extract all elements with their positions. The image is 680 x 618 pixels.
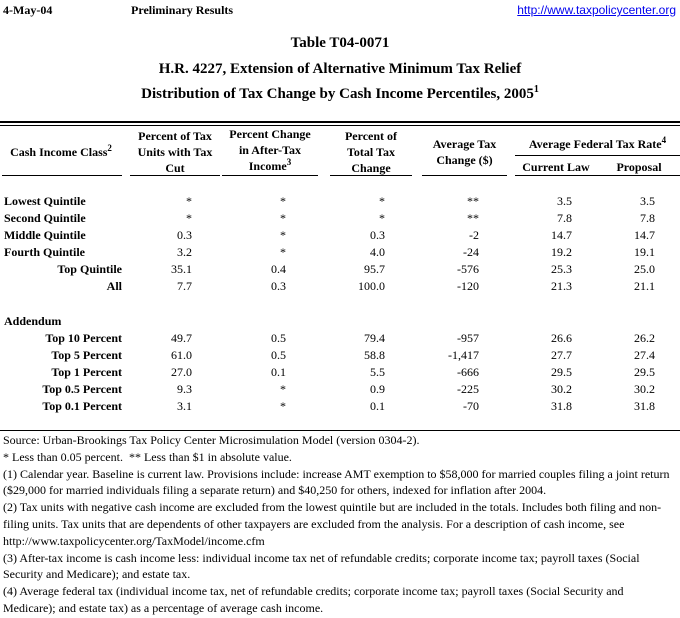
cell-units-cut: 9.3 bbox=[177, 382, 192, 396]
col-header-line: Total Tax bbox=[347, 145, 395, 159]
cell-current: 29.5 bbox=[551, 365, 572, 379]
col-header-avg-tax-change bbox=[422, 136, 507, 168]
col-header-line: Change ($) bbox=[436, 153, 493, 167]
footnote-source: Source: Urban-Brookings Tax Policy Center Microsimulation Model (version 0304-2). bbox=[3, 433, 420, 447]
cell-units-cut: * bbox=[186, 211, 192, 225]
cell-total-change: 100.0 bbox=[358, 279, 385, 293]
col-header-avg-fed-tax-rate bbox=[515, 136, 680, 152]
cell-proposal: 25.0 bbox=[634, 262, 655, 276]
cell-total-change: 95.7 bbox=[364, 262, 385, 276]
row-label: Middle Quintile bbox=[4, 228, 86, 242]
cell-avg-change: -24 bbox=[463, 245, 479, 259]
footnote-symbols: * Less than 0.05 percent. ** Less than $1 in absolute value. bbox=[3, 449, 292, 464]
subtitle-text: Distribution of Tax Change by Cash Income Percentiles, 2005 bbox=[141, 86, 534, 102]
footnote-ref-2: 2 bbox=[107, 143, 112, 153]
col-header-line: Cut bbox=[165, 161, 185, 175]
col-rule-aftertax bbox=[222, 175, 318, 176]
col-rule-avg-rate bbox=[515, 175, 680, 176]
footnote-ref-1: 1 bbox=[533, 84, 539, 95]
cell-current: 30.2 bbox=[551, 382, 572, 396]
table-bill-title: H.R. 4227, Extension of Alternative Minimum Tax Relief bbox=[158, 61, 522, 77]
col-header-line: Percent of bbox=[344, 129, 398, 143]
row-label: Top Quintile bbox=[57, 262, 122, 276]
cell-current: 27.7 bbox=[551, 348, 572, 362]
cell-proposal: 27.4 bbox=[634, 348, 655, 362]
footnote-ref-4: 4 bbox=[661, 135, 667, 145]
tpc-website-link[interactable]: http://www.taxpolicycenter.org bbox=[517, 3, 676, 17]
cell-units-cut: 61.0 bbox=[171, 348, 192, 362]
cell-proposal: 21.1 bbox=[634, 279, 655, 293]
cell-current: 14.7 bbox=[551, 228, 572, 242]
col-header-line: Percent Change bbox=[229, 127, 311, 141]
cell-total-change: 58.8 bbox=[364, 348, 385, 362]
col-header-current-law: Current Law bbox=[522, 160, 590, 174]
cell-aftertax: * bbox=[280, 382, 286, 396]
footnote-4: (4) Average federal tax (individual income tax, net of refundable credits; corporate income tax; payroll taxes (Social Security and Medicare); and estate tax) as a percentage of average cash income. bbox=[3, 584, 624, 615]
cell-avg-change: ** bbox=[467, 194, 479, 208]
cell-aftertax: * bbox=[280, 211, 286, 225]
cell-aftertax: * bbox=[280, 399, 286, 413]
row-label: Lowest Quintile bbox=[4, 194, 86, 208]
footnotes bbox=[3, 432, 679, 617]
col-header-line: Average Tax bbox=[432, 137, 497, 151]
cell-total-change: 4.0 bbox=[370, 245, 385, 259]
cell-units-cut: 0.3 bbox=[177, 228, 192, 242]
col-header-label: Cash Income Class bbox=[10, 145, 108, 159]
row-label: Top 0.5 Percent bbox=[42, 382, 122, 396]
cell-units-cut: 35.1 bbox=[171, 262, 192, 276]
addendum-label: Addendum bbox=[4, 314, 62, 328]
row-label: Second Quintile bbox=[4, 211, 86, 225]
col-rule-units-cut bbox=[130, 175, 220, 176]
cell-aftertax: 0.5 bbox=[271, 331, 286, 345]
cell-proposal: 29.5 bbox=[634, 365, 655, 379]
cell-avg-change: -225 bbox=[457, 382, 479, 396]
cell-aftertax: 0.5 bbox=[271, 348, 286, 362]
col-rule-total-change bbox=[330, 175, 412, 176]
col-header-line: in After-Tax bbox=[238, 143, 302, 157]
col-header-pct-change-aftertax bbox=[222, 126, 318, 174]
cell-current: 3.5 bbox=[557, 194, 572, 208]
cell-proposal: 3.5 bbox=[640, 194, 655, 208]
top-rule-2 bbox=[0, 125, 680, 126]
cell-units-cut: 3.2 bbox=[177, 245, 192, 259]
cell-aftertax: 0.3 bbox=[271, 279, 286, 293]
col-header-line: Percent of Tax bbox=[138, 129, 212, 143]
cell-aftertax: * bbox=[280, 228, 286, 242]
cell-total-change: * bbox=[379, 211, 385, 225]
row-label: All bbox=[106, 279, 122, 293]
row-label: Fourth Quintile bbox=[4, 245, 86, 259]
cell-aftertax: * bbox=[280, 194, 286, 208]
cell-total-change: 5.5 bbox=[370, 365, 385, 379]
cell-current: 25.3 bbox=[551, 262, 572, 276]
cell-current: 21.3 bbox=[551, 279, 572, 293]
cell-current: 31.8 bbox=[551, 399, 572, 413]
col-header-line: Change bbox=[351, 161, 391, 175]
row-label: Top 1 Percent bbox=[51, 365, 122, 379]
cell-avg-change: -1,417 bbox=[448, 348, 479, 362]
cell-avg-change: -70 bbox=[463, 399, 479, 413]
table-subtitle bbox=[0, 86, 680, 103]
cell-avg-change: -957 bbox=[457, 331, 479, 345]
cell-proposal: 30.2 bbox=[634, 382, 655, 396]
row-label: Top 10 Percent bbox=[45, 331, 122, 345]
cell-proposal: 19.1 bbox=[634, 245, 655, 259]
cell-proposal: 26.2 bbox=[634, 331, 655, 345]
cell-avg-change: ** bbox=[467, 211, 479, 225]
cell-total-change: 0.3 bbox=[370, 228, 385, 242]
cell-avg-change: -120 bbox=[457, 279, 479, 293]
row-label: Top 5 Percent bbox=[51, 348, 122, 362]
table-id: Table T04-0071 bbox=[290, 35, 390, 51]
col-rule-avg-change bbox=[422, 175, 507, 176]
cell-current: 7.8 bbox=[557, 211, 572, 225]
cell-units-cut: 7.7 bbox=[177, 279, 192, 293]
col-rule-class bbox=[2, 175, 122, 176]
col-header-proposal: Proposal bbox=[616, 160, 662, 174]
cell-avg-change: -2 bbox=[469, 228, 479, 242]
bottom-rule bbox=[0, 430, 680, 431]
cell-units-cut: 3.1 bbox=[177, 399, 192, 413]
col-header-text: Income bbox=[248, 159, 287, 173]
footnote-1: (1) Calendar year. Baseline is current law. Provisions include: increase AMT exemption to $58,000 for married couples filing a joint return ($29,000 for married individuals filing a separate return) and $40,250 for others, indexed for inflation after 2004. bbox=[3, 466, 670, 498]
col-header-line: Units with Tax bbox=[137, 145, 213, 159]
report-status: Preliminary Results bbox=[131, 3, 234, 17]
report-date: 4-May-04 bbox=[3, 3, 53, 17]
cell-proposal: 7.8 bbox=[640, 211, 655, 225]
top-rule-1 bbox=[0, 121, 680, 123]
cell-total-change: 0.1 bbox=[370, 399, 385, 413]
cell-total-change: 79.4 bbox=[364, 331, 385, 345]
col-header-pct-total-change bbox=[330, 128, 412, 176]
cell-current: 26.6 bbox=[551, 331, 572, 345]
cell-aftertax: 0.4 bbox=[271, 262, 286, 276]
cell-aftertax: 0.1 bbox=[271, 365, 286, 379]
cell-units-cut: 49.7 bbox=[171, 331, 192, 345]
cell-proposal: 14.7 bbox=[634, 228, 655, 242]
footnote-2: (2) Tax units with negative cash income are excluded from the lowest quintile but are included in the totals. Includes both filing and non-filing units. Tax units that are dependents of other taxpayers are excluded from the analysis. For a description of cash income, see http://www.taxpolicycenter.org/TaxModel/income.cfm bbox=[3, 500, 662, 548]
cell-units-cut: 27.0 bbox=[171, 365, 192, 379]
cell-aftertax: * bbox=[280, 245, 286, 259]
cell-total-change: 0.9 bbox=[370, 382, 385, 396]
cell-units-cut: * bbox=[186, 194, 192, 208]
cell-avg-change: -576 bbox=[457, 262, 479, 276]
col-rule-avg-rate-span bbox=[515, 155, 680, 156]
cell-proposal: 31.8 bbox=[634, 399, 655, 413]
row-label: Top 0.1 Percent bbox=[42, 399, 122, 413]
col-header-cash-income-class bbox=[0, 144, 122, 160]
col-header-pct-units-cut bbox=[130, 128, 220, 176]
footnote-ref-3: 3 bbox=[286, 157, 292, 167]
col-header-text: Average Federal Tax Rate bbox=[528, 137, 662, 151]
cell-avg-change: -666 bbox=[457, 365, 479, 379]
footnote-3: (3) After-tax income is cash income less: individual income tax net of refundable credits; corporate income tax; payroll taxes (Social Security and Medicare); and estate tax. bbox=[3, 550, 640, 582]
cell-current: 19.2 bbox=[551, 245, 572, 259]
cell-total-change: * bbox=[379, 194, 385, 208]
col-header-line bbox=[222, 158, 318, 174]
